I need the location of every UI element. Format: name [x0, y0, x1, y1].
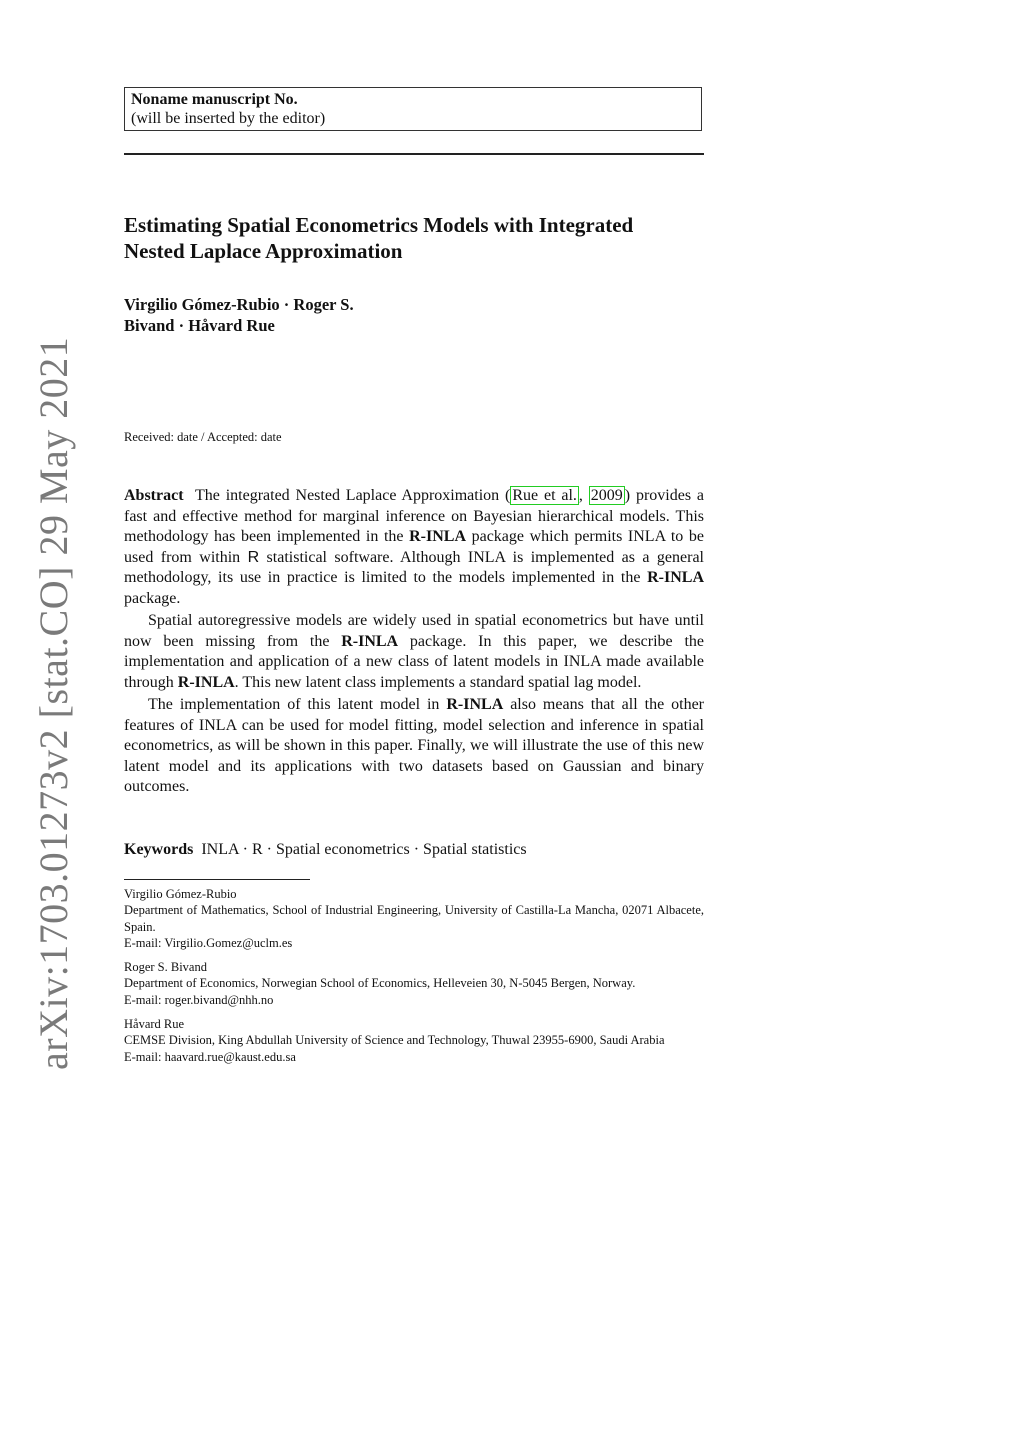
affiliation-name: Håvard Rue	[124, 1017, 185, 1032]
rinla-name: R-INLA	[647, 569, 704, 586]
authors-line-1: Virgilio Gómez-Rubio · Roger S.	[124, 295, 354, 314]
rinla-name: R-INLA	[341, 632, 399, 650]
arxiv-side-stamp: arXiv:1703.01273v2 [stat.CO] 29 May 2021	[31, 336, 76, 1070]
affiliation-name: Virgilio Gómez-Rubio	[124, 887, 237, 901]
abstract-paragraph-1	[124, 486, 704, 609]
author-list	[124, 294, 704, 336]
rinla-name: R-INLA	[409, 528, 466, 545]
r-software-name: R	[247, 548, 260, 566]
affiliation-email[interactable]: E-mail: haavard.rue@kaust.edu.sa	[124, 1049, 296, 1064]
abstract-text: also means that all the other features of INLA can be used for model fitting, model selection and inference in spatial econometrics, as will be shown in this paper. Finally, we will illustrate the use of this new latent model and its applications with two datasets based on Gaussian and binary outcomes.	[124, 696, 704, 795]
abstract-section	[124, 486, 704, 798]
manuscript-number-label: Noname manuscript No.	[131, 91, 298, 108]
citation-separator: ,	[578, 487, 589, 504]
affiliation-address: Department of Mathematics, School of Industrial Engineering, University of Castilla-La Mancha, 02071 Albacete, Spain.	[124, 903, 704, 934]
editor-note: (will be inserted by the editor)	[131, 110, 326, 127]
title-line-2: Nested Laplace Approximation	[124, 239, 403, 263]
rinla-name: R-INLA	[177, 673, 235, 691]
received-accepted-dates: Received: date / Accepted: date	[124, 430, 282, 444]
affiliation-address: CEMSE Division, King Abdullah University of Science and Technology, Thuwal 23955-6900, Saudi Arabia	[124, 1033, 665, 1048]
abstract-text: ) provides a fast and effective method for marginal inference on Bayesian hierarchical models. This methodology has been implemented in the	[124, 487, 705, 545]
abstract-text: . This new latent class implements a standard spatial lag model.	[234, 673, 642, 691]
abstract-heading: Abstract	[124, 487, 184, 504]
affiliation-block	[124, 886, 704, 951]
abstract-text: package. In this paper, we describe the implementation and application of a new class of latent models in INLA made available through	[124, 632, 704, 691]
paper-title	[124, 212, 704, 264]
keywords-line	[124, 841, 704, 859]
abstract-text: statistical software. Although INLA is implemented as a general methodology, its use in practice is limited to the models implemented in the	[124, 548, 704, 586]
affiliation-block	[124, 959, 704, 1008]
rinla-name: R-INLA	[446, 696, 504, 713]
abstract-text: Spatial autoregressive models are widely used in spatial econometrics but have until now been missing from the	[124, 612, 704, 650]
keywords-text: INLA · R · Spatial econometrics · Spatial statistics	[201, 841, 527, 858]
affiliation-email[interactable]: E-mail: roger.bivand@nhh.no	[124, 992, 274, 1007]
affiliation-block	[124, 1016, 704, 1065]
affiliation-email[interactable]: E-mail: Virgilio.Gomez@uclm.es	[124, 935, 293, 950]
title-line-1: Estimating Spatial Econometrics Models with Integrated	[124, 213, 634, 237]
citation-link-year[interactable]: 2009	[590, 487, 623, 504]
footnote-rule	[124, 879, 310, 880]
manuscript-number-box	[124, 87, 702, 131]
abstract-text: package which permits INLA to be used from within	[124, 528, 704, 566]
header-rule	[124, 153, 704, 155]
abstract-paragraph-2	[124, 611, 704, 693]
abstract-text: package.	[124, 589, 181, 607]
affiliation-address: Department of Economics, Norwegian School of Economics, Helleveien 30, N-5045 Bergen, Norway.	[124, 976, 636, 991]
keywords-heading: Keywords	[124, 841, 194, 858]
affiliation-name: Roger S. Bivand	[124, 960, 207, 975]
authors-line-2: Bivand · Håvard Rue	[124, 316, 275, 335]
abstract-paragraph-3	[124, 695, 704, 798]
affiliations	[124, 886, 704, 1073]
abstract-text: The implementation of this latent model in	[148, 696, 447, 713]
abstract-text: The integrated Nested Laplace Approximation (	[194, 487, 511, 504]
citation-link-author[interactable]: Rue et al.	[512, 487, 577, 504]
